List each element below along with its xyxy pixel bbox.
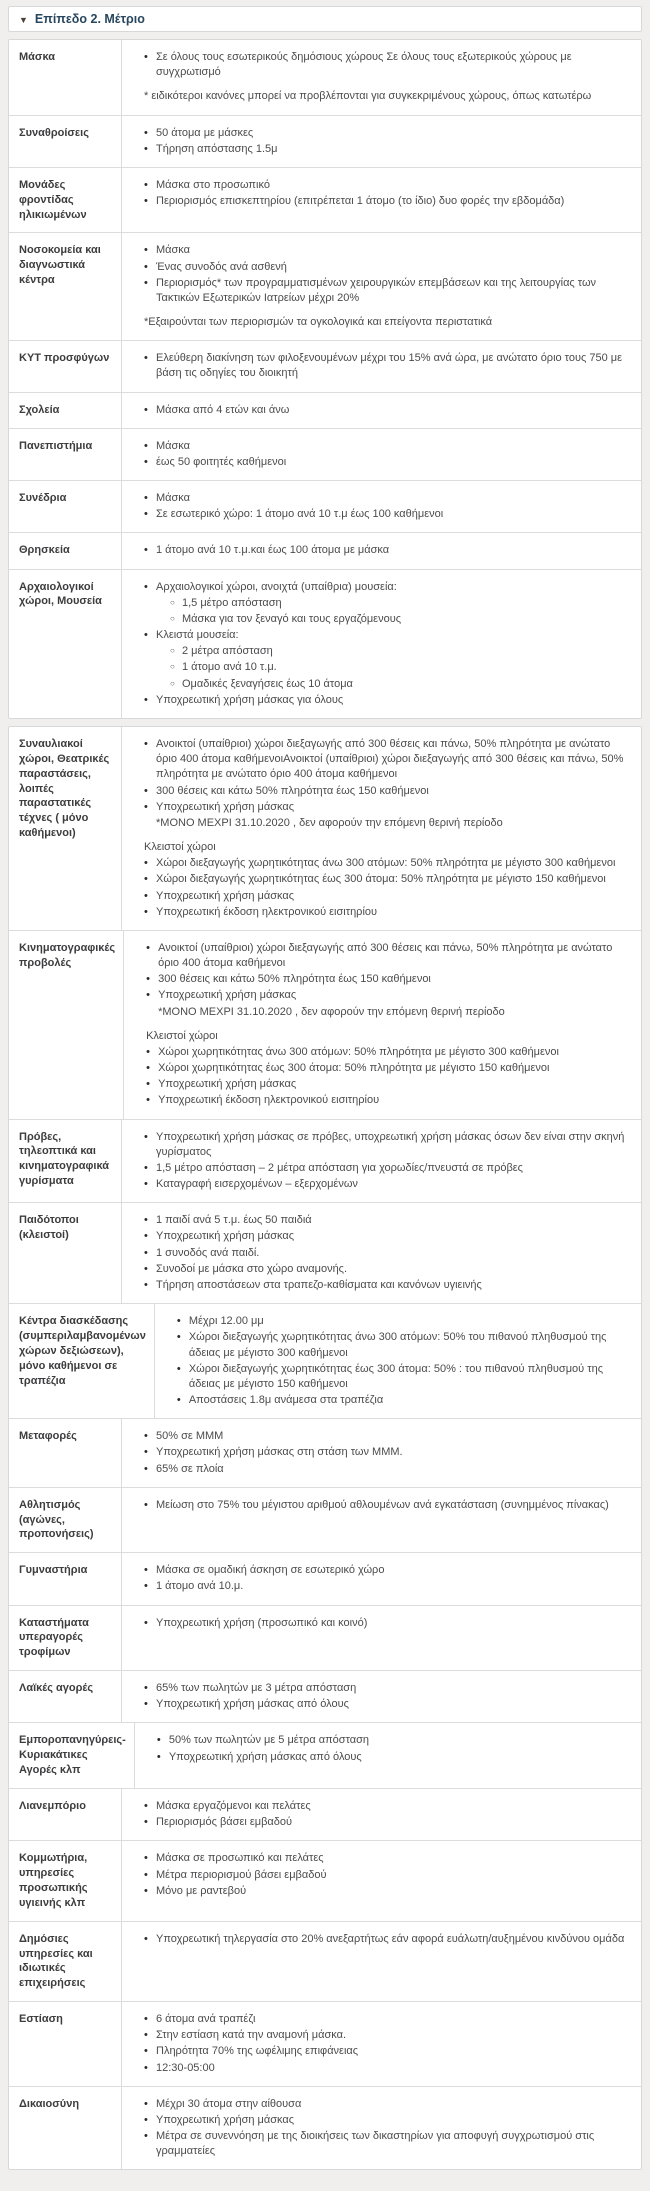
measure-item: • Περιορισμός βάσει εμβαδού	[144, 1815, 627, 1830]
table-row	[9, 40, 641, 116]
measure-item: ○ 1,5 μέτρο απόσταση	[170, 596, 627, 611]
table-row	[9, 1488, 641, 1554]
measures-cell	[122, 1120, 641, 1203]
measure-item: • 6 άτομα ανά τραπέζι	[144, 2012, 627, 2027]
measure-item: • Ένας συνοδός ανά ασθενή	[144, 260, 627, 275]
category-cell: Λαϊκές αγορές	[9, 1671, 122, 1722]
measure-item: • Περιορισμός επισκεπτηρίου (επιτρέπεται 1 άτομο (το ίδιο) δυο φορές την εβδομάδα)	[144, 194, 627, 209]
measure-item: • 300 θέσεις και κάτω 50% πληρότητα έως 150 καθήμενοι	[146, 972, 627, 987]
measures-cell	[155, 1304, 641, 1418]
measure-item: • Πληρότητα 70% της ωφέλιμης επιφάνειας	[144, 2044, 627, 2059]
category-cell: Πρόβες, τηλεοπτικά και κινηματογραφικά γυρίσματα	[9, 1120, 122, 1203]
measure-item: • Χώροι χωρητικότητας άνω 300 ατόμων: 50% πληρότητα με μέγιστο 300 καθήμενοι	[146, 1045, 627, 1060]
measures-cell	[122, 341, 641, 391]
table-row	[9, 233, 641, 341]
measure-item: • Σε εσωτερικό χώρο: 1 άτομο ανά 10 τ.μ έως 100 καθήμενοι	[144, 507, 627, 522]
category-cell: Πανεπιστήμια	[9, 429, 122, 480]
measures-cell	[122, 393, 641, 428]
measures-cell	[122, 570, 641, 718]
measure-item: • Μάσκα από 4 ετών και άνω	[144, 403, 627, 418]
measure-item: • Χώροι διεξαγωγής χωρητικότητας άνω 300 ατόμων: 50% πληρότητα με μέγιστο 300 καθήμενοι	[144, 856, 627, 871]
table-row	[9, 341, 641, 392]
measures-cell	[122, 168, 641, 233]
measure-item: • Μάσκα στο προσωπικό	[144, 178, 627, 193]
measures-cell	[122, 429, 641, 480]
table-row	[9, 168, 641, 234]
measure-item: • Υποχρεωτική χρήση μάσκας	[146, 988, 627, 1003]
measure-item: • Υποχρεωτική έκδοση ηλεκτρονικού εισιτηρίου	[144, 905, 627, 920]
level-section-header[interactable]	[8, 6, 642, 32]
category-cell: Αρχαιολογικοί χώροι, Μουσεία	[9, 570, 122, 718]
measure-item: • Κλειστά μουσεία:	[144, 628, 627, 643]
measure-item: *ΜΟΝΟ ΜΕΧΡΙ 31.10.2020 , δεν αφορούν την επόμενη θερινή περίοδο	[158, 1005, 505, 1018]
table-row	[9, 393, 641, 429]
measure-item: • Τήρηση αποστάσεων στα τραπεζο-καθίσματα και κανόνων υγιεινής	[144, 1278, 627, 1293]
table-row	[9, 1304, 641, 1419]
category-cell: Αθλητισμός (αγώνες, προπονήσεις)	[9, 1488, 122, 1553]
measure-item: • 1 άτομο ανά 10.μ.	[144, 1579, 627, 1594]
table-row	[9, 533, 641, 569]
measure-item: ○ 2 μέτρα απόσταση	[170, 644, 627, 659]
measure-item: • Στην εστίαση κατά την αναμονή μάσκα.	[144, 2028, 627, 2043]
measure-item: • 1 παιδί ανά 5 τ.μ. έως 50 παιδιά	[144, 1213, 627, 1228]
table-row	[9, 1203, 641, 1304]
table-row	[9, 931, 641, 1120]
measure-item: • Μείωση στο 75% του μέγιστου αριθμού αθλουμένων ανά εγκατάσταση (συνημμένος πίνακας)	[144, 1498, 627, 1513]
category-cell: ΚΥΤ προσφύγων	[9, 341, 122, 391]
category-cell: Νοσοκομεία και διαγνωστικά κέντρα	[9, 233, 122, 340]
table-row	[9, 2087, 641, 2170]
collapse-caret-icon: ▼	[19, 14, 28, 25]
measures-cell	[135, 1723, 641, 1788]
table-row	[9, 727, 641, 931]
category-cell: Θρησκεία	[9, 533, 122, 568]
category-cell: Κινηματογραφικές προβολές	[9, 931, 124, 1119]
category-cell: Δημόσιες υπηρεσίες και ιδιωτικές επιχειρήσεις	[9, 1922, 122, 2001]
measure-item: • 300 θέσεις και κάτω 50% πληρότητα έως 150 καθήμενοι	[144, 784, 627, 799]
measure-item: • Υποχρεωτική χρήση μάσκας	[144, 1229, 627, 1244]
measure-item: • Υποχρεωτική χρήση μάσκας στη στάση των ΜΜΜ.	[144, 1445, 627, 1460]
table-row	[9, 1841, 641, 1921]
table-row	[9, 1922, 641, 2002]
measure-item: Κλειστοί χώροι	[146, 1029, 218, 1042]
measure-item: • Μάσκα εργαζόμενοι και πελάτες	[144, 1799, 627, 1814]
measures-cell	[122, 233, 641, 340]
measure-item: Κλειστοί χώροι	[144, 841, 216, 854]
measure-item: • 1 άτομο ανά 10 τ.μ.και έως 100 άτομα με μάσκα	[144, 543, 627, 558]
measure-item: • Μέτρα σε συνεννόηση με της διοικήσεις των δικαστηρίων για αποφυγή συγχρωτισμού στις γραμματείες	[144, 2129, 627, 2159]
measures-cell	[122, 1203, 641, 1303]
category-cell: Εμποροπανηγύρεις-Κυριακάτικες Αγορές κλπ	[9, 1723, 135, 1788]
measure-item: *ΜΟΝΟ ΜΕΧΡΙ 31.10.2020 , δεν αφορούν την επόμενη θερινή περίοδο	[156, 816, 503, 829]
measure-item: • Μόνο με ραντεβού	[144, 1884, 627, 1899]
category-cell: Κομμωτήρια, υπηρεσίες προσωπικής υγιεινής κλπ	[9, 1841, 122, 1920]
measure-item: • Χώροι διεξαγωγής χωρητικότητας έως 300 άτομα: 50% : του πιθανού πληθυσμού της άδειας με μέγιστο 150 καθήμενοι	[177, 1362, 627, 1392]
table-row	[9, 1120, 641, 1204]
measure-item: • Μέχρι 30 άτομα στην αίθουσα	[144, 2097, 627, 2112]
measure-item: • Υποχρεωτική χρήση μάσκας	[144, 2113, 627, 2128]
measure-item: • Χώροι διεξαγωγής χωρητικότητας έως 300 άτομα: 50% πληρότητα με μέγιστο 150 καθήμενοι	[144, 872, 627, 887]
measure-item: • Σε όλους τους εσωτερικούς δημόσιους χώρους Σε όλους τους εξωτερικούς χώρους με συγχρωτισμό	[144, 50, 627, 80]
table-row	[9, 429, 641, 481]
measures-cell	[122, 1841, 641, 1920]
measure-item: • Καταγραφή εισερχομένων – εξερχομένων	[144, 1177, 627, 1192]
measure-item: • Μέχρι 12.00 μμ	[177, 1314, 627, 1329]
category-cell: Λιανεμπόριο	[9, 1789, 122, 1840]
category-cell: Συναθροίσεις	[9, 116, 122, 167]
measures-section	[8, 39, 642, 719]
category-cell: Συναυλιακοί χώροι, Θεατρικές παραστάσεις, λοιπές παραστατικές τέχνες ( μόνο καθήμενοι)	[9, 727, 122, 930]
measure-item: • Υποχρεωτική τηλεργασία στο 20% ανεξαρτήτως εάν αφορά ευάλωτη/αυξημένου κινδύνου ομάδα	[144, 1932, 627, 1947]
table-row	[9, 1606, 641, 1672]
measures-cell	[122, 1922, 641, 2001]
table-row	[9, 1553, 641, 1605]
measure-item: • 50 άτομα με μάσκες	[144, 126, 627, 141]
measures-cell	[122, 1789, 641, 1840]
measure-item: • 50% σε ΜΜΜ	[144, 1429, 627, 1444]
table-row	[9, 2002, 641, 2087]
category-cell: Σχολεία	[9, 393, 122, 428]
category-cell: Δικαιοσύνη	[9, 2087, 122, 2170]
table-row	[9, 116, 641, 168]
table-row	[9, 481, 641, 533]
table-row	[9, 1723, 641, 1789]
measure-item: • 65% σε πλοία	[144, 1462, 627, 1477]
category-cell: Κέντρα διασκέδασης (συμπεριλαμβανομένων χώρων δεξιώσεων), μόνο καθήμενοι σε τραπέζια	[9, 1304, 155, 1418]
measures-cell	[122, 2087, 641, 2170]
measures-cell	[122, 533, 641, 568]
measures-cell	[122, 2002, 641, 2086]
measure-item: • Ελεύθερη διακίνηση των φιλοξενουμένων μέχρι του 15% ανά ώρα, με ανώτατο όριο τους 750 με βάση τις οδηγίες του διοικητή	[144, 351, 627, 381]
measure-item: • Υποχρεωτική έκδοση ηλεκτρονικού εισιτηρίου	[146, 1093, 627, 1108]
measures-cell	[122, 727, 641, 930]
measure-item: ○ Μάσκα για τον ξεναγό και τους εργαζόμενους	[170, 612, 627, 627]
measure-item: ○ Ομαδικές ξεναγήσεις έως 10 άτομα	[170, 677, 627, 692]
measures-cell	[124, 931, 641, 1119]
category-cell: Εστίαση	[9, 2002, 122, 2086]
measure-item: • έως 50 φοιτητές καθήμενοι	[144, 455, 627, 470]
category-cell: Μάσκα	[9, 40, 122, 115]
measure-item: • 1,5 μέτρο απόσταση – 2 μέτρα απόσταση για χορωδίες/πνευστά σε πρόβες	[144, 1161, 627, 1176]
category-cell: Γυμναστήρια	[9, 1553, 122, 1604]
measures-cell	[122, 1488, 641, 1553]
category-cell: Συνέδρια	[9, 481, 122, 532]
measure-item: • Περιορισμός* των προγραμματισμένων χειρουργικών επεμβάσεων και της λειτουργίας των Τακτικών Εξωτερικών Ιατρείων μέχρι 20%	[144, 276, 627, 306]
category-cell: Παιδότοποι (κλειστοί)	[9, 1203, 122, 1303]
measure-item: • Υποχρεωτική χρήση μάσκας	[144, 800, 627, 815]
measure-item: • Ανοικτοί (υπαίθριοι) χώροι διεξαγωγής από 300 θέσεις και πάνω, 50% πληρότητα με ανώτατο όριο 400 άτομα καθήμενοιΑνοικτοί (υπαίθριοι) χώροι διεξαγωγής από 300 θέσεις και πάνω, 50% πληρότητα με ανώτατο όριο 400 άτομα καθήμενοι	[144, 737, 627, 783]
measure-item: • Υποχρεωτική χρήση μάσκας από όλους	[144, 1697, 627, 1712]
measure-item: • Χώροι διεξαγωγής χωρητικότητας άνω 300 ατόμων: 50% του πιθανού πληθυσμού της άδειας με μέγιστο 300 καθήμενοι	[177, 1330, 627, 1360]
measure-item: • 12:30-05:00	[144, 2061, 627, 2076]
table-row	[9, 1671, 641, 1723]
table-row	[9, 1419, 641, 1488]
measure-item: • Τήρηση απόστασης 1.5μ	[144, 142, 627, 157]
measures-cell	[122, 1671, 641, 1722]
measure-item: • Συνοδοί με μάσκα στο χώρο αναμονής.	[144, 1262, 627, 1277]
measures-cell	[122, 1419, 641, 1487]
measure-item: • Μάσκα	[144, 491, 627, 506]
category-cell: Καταστήματα υπεραγορές τροφίμων	[9, 1606, 122, 1671]
measure-item: • Μάσκα σε προσωπικό και πελάτες	[144, 1851, 627, 1866]
measure-item: • Μάσκα	[144, 243, 627, 258]
measures-section	[8, 726, 642, 2170]
measure-item: • Αρχαιολογικοί χώροι, ανοιχτά (υπαίθρια) μουσεία:	[144, 580, 627, 595]
level-title: Επίπεδο 2. Μέτριο	[34, 12, 145, 26]
table-row	[9, 1789, 641, 1841]
measures-cell	[122, 1606, 641, 1671]
measure-item: • 65% των πωλητών με 3 μέτρα απόσταση	[144, 1681, 627, 1696]
measure-item: • Υποχρεωτική χρήση (προσωπικό και κοινό)	[144, 1616, 627, 1631]
measure-item: • Υποχρεωτική χρήση μάσκας	[144, 889, 627, 904]
measure-item: • Υποχρεωτική χρήση μάσκας σε πρόβες, υποχρεωτική χρήση μάσκας όσων δεν είναι στην σκηνή γυρίσματος	[144, 1130, 627, 1160]
measure-item: • Μάσκα	[144, 439, 627, 454]
measure-item: ○ 1 άτομο ανά 10 τ.μ.	[170, 660, 627, 675]
measure-item: • Αποστάσεις 1.8μ ανάμεσα στα τραπέζια	[177, 1393, 627, 1408]
measure-item: • Χώροι χωρητικότητας έως 300 άτομα: 50% πληρότητα με μέγιστο 150 καθήμενοι	[146, 1061, 627, 1076]
measure-item: • 1 συνοδός ανά παιδί.	[144, 1246, 627, 1261]
measures-cell	[122, 1553, 641, 1604]
measures-cell	[122, 116, 641, 167]
measure-item: • Υποχρεωτική χρήση μάσκας για όλους	[144, 693, 627, 708]
measures-table	[8, 39, 642, 2170]
category-cell: Μονάδες φροντίδας ηλικιωμένων	[9, 168, 122, 233]
measure-item: • Υποχρεωτική χρήση μάσκας	[146, 1077, 627, 1092]
measures-cell	[122, 481, 641, 532]
measure-item: • 50% των πωλητών με 5 μέτρα απόσταση	[157, 1733, 627, 1748]
category-cell: Μεταφορές	[9, 1419, 122, 1487]
measures-cell	[122, 40, 641, 115]
measure-item: *Εξαιρούνται των περιορισμών τα ογκολογικά και επείγοντα περιστατικά	[144, 316, 493, 329]
measure-item: • Ανοικτοί (υπαίθριοι) χώροι διεξαγωγής από 300 θέσεις και πάνω, 50% πληρότητα με ανώτατο όριο 400 άτομα καθήμενοι	[146, 941, 627, 971]
measure-item: • Μέτρα περιορισμού βάσει εμβαδού	[144, 1868, 627, 1883]
table-row	[9, 570, 641, 718]
measure-item: * ειδικότεροι κανόνες μπορεί να προβλέπονται για συγκεκριμένους χώρους, όπως κατωτέρω	[144, 90, 592, 103]
measure-item: • Υποχρεωτική χρήση μάσκας από όλους	[157, 1750, 627, 1765]
measure-item: • Μάσκα σε ομαδική άσκηση σε εσωτερικό χώρο	[144, 1563, 627, 1578]
